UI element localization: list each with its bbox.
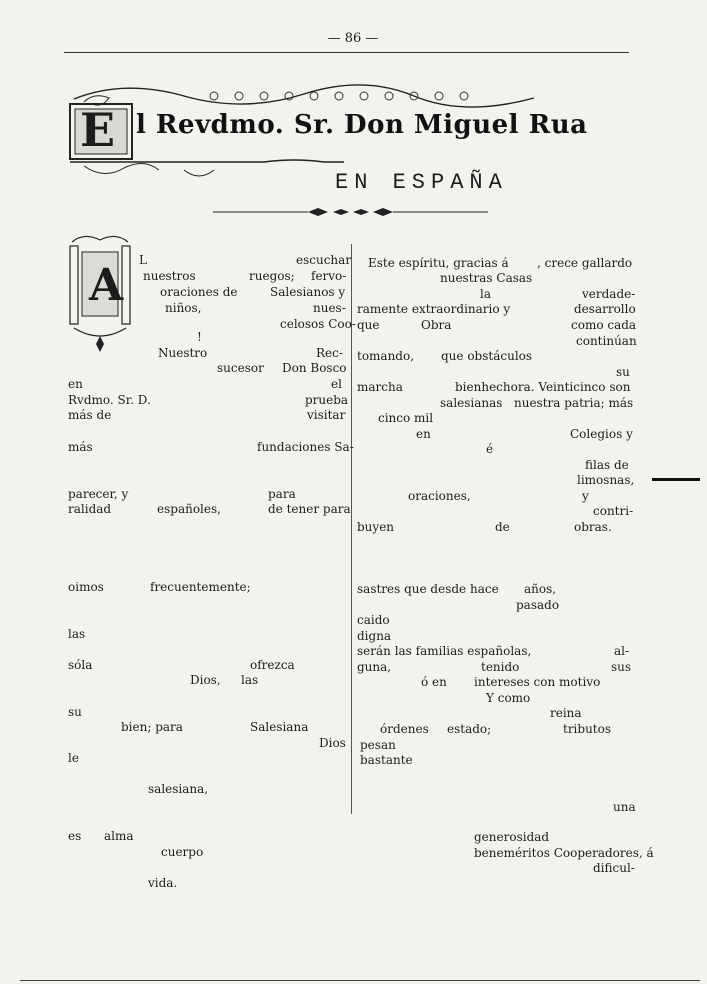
- text-fragment: nuestras Casas: [440, 271, 533, 285]
- text-fragment: serán las familias españolas,: [357, 644, 532, 658]
- text-fragment: frecuentemente;: [150, 580, 251, 594]
- text-fragment: como cada: [571, 318, 637, 332]
- text-fragment: Salesianos y: [270, 285, 346, 299]
- text-fragment: es: [68, 829, 82, 843]
- text-fragment: y: [582, 489, 589, 503]
- text-fragment: nuestros: [143, 269, 196, 283]
- text-fragment: nues-: [313, 301, 346, 315]
- text-fragment: años,: [524, 582, 557, 596]
- text-fragment: bienhechora. Veinticinco son: [455, 380, 631, 394]
- article-title: l Revdmo. Sr. Don Miguel Rua: [136, 110, 588, 140]
- text-fragment: oraciones,: [408, 489, 471, 503]
- text-fragment: vida.: [148, 876, 178, 890]
- text-fragment: en: [68, 377, 83, 391]
- text-fragment: Y como: [486, 691, 531, 705]
- text-fragment: en: [416, 427, 431, 441]
- text-fragment: Dios,: [190, 673, 221, 687]
- text-fragment: al-: [614, 644, 630, 658]
- text-fragment: más de: [68, 408, 112, 422]
- text-fragment: Rec-: [316, 346, 343, 360]
- text-fragment: sastres que desde hace: [357, 582, 499, 596]
- text-fragment: que: [357, 318, 380, 332]
- text-fragment: guna,: [357, 660, 392, 674]
- text-fragment: las: [68, 627, 86, 641]
- text-fragment: más: [68, 440, 93, 454]
- text-fragment: Don Bosco: [282, 361, 347, 375]
- text-fragment: sóla: [68, 658, 93, 672]
- text-fragment: contri-: [593, 504, 634, 518]
- text-fragment: pasado: [516, 598, 560, 612]
- text-fragment: oimos: [68, 580, 104, 594]
- text-fragment: estado;: [447, 722, 492, 736]
- text-fragment: continúan: [576, 334, 637, 348]
- text-fragment: sucesor: [217, 361, 264, 375]
- text-fragment: Rvdmo. Sr. D.: [68, 393, 151, 407]
- ornamental-divider: [213, 203, 488, 222]
- text-fragment: marcha: [357, 380, 403, 394]
- text-fragment: dificul-: [593, 861, 635, 875]
- text-fragment: visitar: [307, 408, 346, 422]
- text-fragment: salesiana,: [148, 782, 209, 796]
- text-fragment: tomando,: [357, 349, 415, 363]
- header-rule: [64, 52, 629, 53]
- text-fragment: fundaciones Sa-: [257, 440, 354, 454]
- text-fragment: órdenes: [380, 722, 429, 736]
- text-fragment: ofrezca: [250, 658, 295, 672]
- text-fragment: filas de: [585, 458, 629, 472]
- text-fragment: L: [139, 253, 147, 267]
- text-fragment: cinco mil: [378, 411, 434, 425]
- text-fragment: beneméritos Cooperadores, á: [474, 846, 654, 860]
- text-fragment: escuchar: [296, 253, 352, 267]
- text-fragment: !: [197, 330, 202, 344]
- text-fragment: Salesiana: [250, 720, 309, 734]
- text-fragment: alma: [104, 829, 134, 843]
- text-fragment: oraciones de: [160, 285, 238, 299]
- text-fragment: bastante: [360, 753, 413, 767]
- text-fragment: , crece gallardo: [537, 256, 633, 270]
- text-fragment: de tener para: [268, 502, 351, 516]
- text-fragment: fervo-: [311, 269, 347, 283]
- text-fragment: generosidad: [474, 830, 550, 844]
- text-fragment: parecer, y: [68, 487, 129, 501]
- bottom-rule: [20, 980, 700, 981]
- text-fragment: Obra: [421, 318, 452, 332]
- text-fragment: Colegios y: [570, 427, 633, 441]
- dropcap-ornament: [64, 232, 136, 364]
- text-fragment: para: [268, 487, 296, 501]
- text-fragment: pesan: [360, 738, 396, 752]
- text-fragment: é: [486, 442, 494, 456]
- text-fragment: ruegos;: [249, 269, 295, 283]
- text-fragment: su: [616, 365, 630, 379]
- text-fragment: intereses con motivo: [474, 675, 601, 689]
- text-fragment: españoles,: [157, 502, 221, 516]
- text-fragment: tenido: [481, 660, 520, 674]
- dropcap-letter: A: [89, 260, 124, 311]
- text-fragment: obras.: [574, 520, 612, 534]
- text-fragment: caido: [357, 613, 390, 627]
- text-fragment: las: [241, 673, 259, 687]
- text-fragment: limosnas,: [577, 473, 635, 487]
- text-fragment: bien; para: [121, 720, 183, 734]
- text-fragment: ramente extraordinario y: [357, 302, 511, 316]
- text-fragment: la: [480, 287, 491, 301]
- text-fragment: salesianas: [440, 396, 503, 410]
- text-fragment: niños,: [165, 301, 202, 315]
- text-fragment: buyen: [357, 520, 395, 534]
- text-fragment: nuestra patria; más: [514, 396, 634, 410]
- text-fragment: Este espíritu, gracias á: [368, 256, 509, 270]
- text-fragment: le: [68, 751, 79, 765]
- text-fragment: Nuestro: [158, 346, 208, 360]
- text-fragment: de: [495, 520, 510, 534]
- text-fragment: tributos: [563, 722, 612, 736]
- text-fragment: una: [613, 800, 636, 814]
- text-fragment: su: [68, 705, 82, 719]
- text-fragment: reina: [550, 706, 582, 720]
- text-fragment: sus: [611, 660, 632, 674]
- text-fragment: ralidad: [68, 502, 112, 516]
- article-subtitle: EN ESPAÑA: [335, 170, 508, 195]
- title-initial: E: [80, 103, 116, 157]
- edge-mark: [652, 478, 700, 481]
- text-fragment: cuerpo: [161, 845, 204, 859]
- text-fragment: desarrollo: [574, 302, 636, 316]
- text-fragment: digna: [357, 629, 392, 643]
- text-fragment: que obstáculos: [441, 349, 533, 363]
- text-fragment: ó en: [421, 675, 447, 689]
- text-fragment: celosos Coo-: [280, 317, 356, 331]
- text-fragment: el: [331, 377, 342, 391]
- text-fragment: prueba: [305, 393, 349, 407]
- text-fragment: verdade-: [582, 287, 636, 301]
- page-number: — 86 —: [327, 31, 379, 46]
- text-fragment: Dios: [319, 736, 346, 750]
